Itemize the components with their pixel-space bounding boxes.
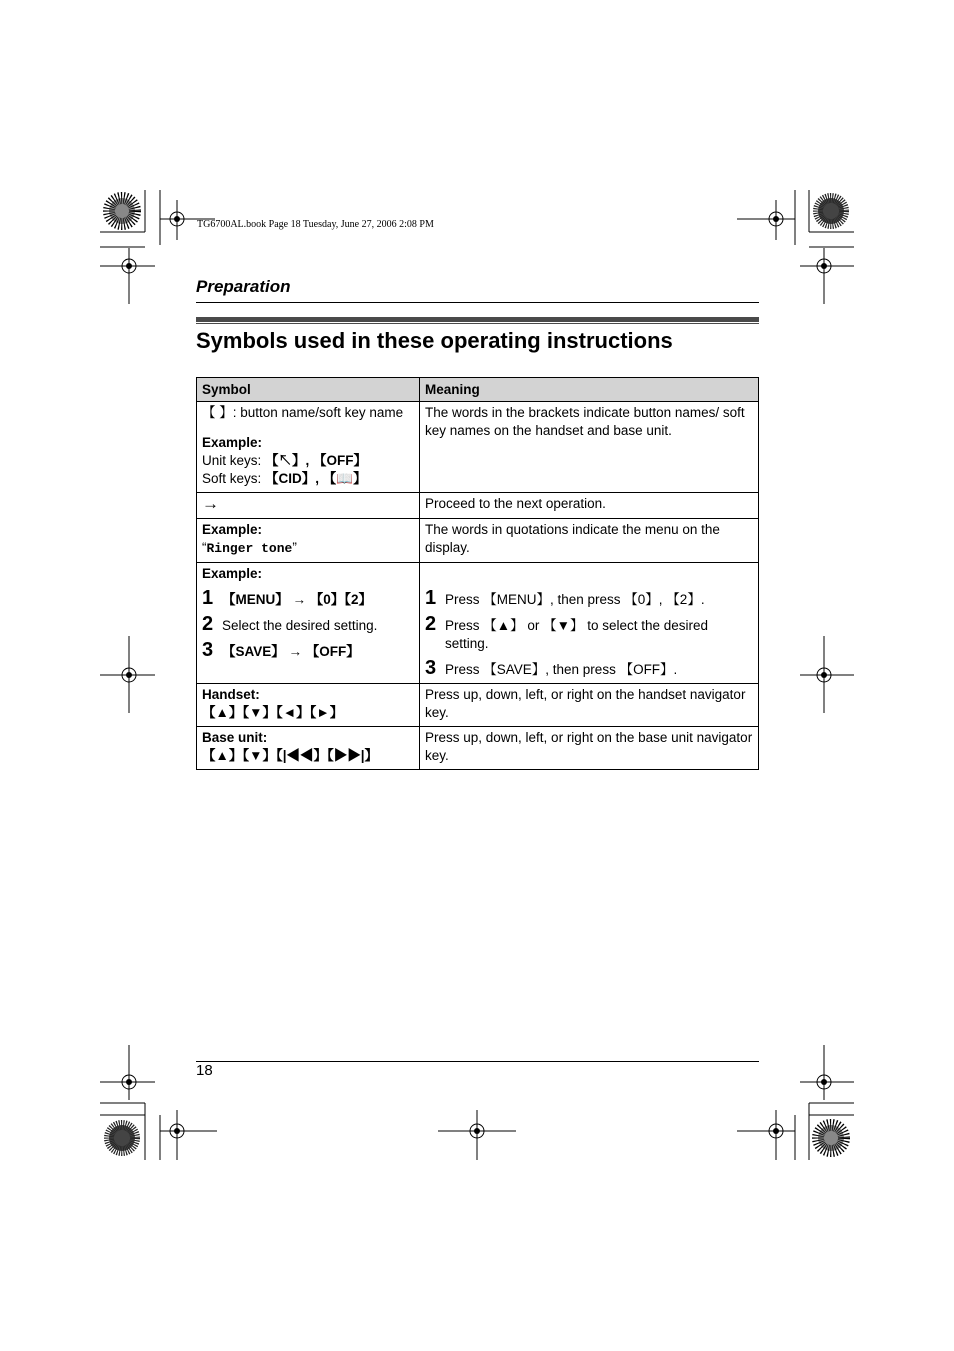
step-text: Select the desired setting. [222,618,378,633]
step-item [425,615,753,653]
meaning-cell: Press up, down, left, or right on the handset navigator key. [420,684,759,727]
title-rule-thick [196,317,759,322]
symbols-table [196,377,759,770]
meaning-cell [420,563,759,684]
crosshair-target [100,248,155,304]
step-item [425,659,753,679]
example-label: Example: [202,522,263,537]
quoted-menu-example [202,539,414,558]
quote-close: ” [292,540,297,555]
symbol-cell [197,563,420,684]
section-header: Preparation [196,277,291,296]
step-number: 2 [202,613,214,635]
starburst-target [818,1125,844,1151]
header-meaning: Meaning [420,378,759,402]
crosshair-target [160,1110,217,1160]
arrow-symbol: → [202,494,219,513]
page-title: Symbols used in these operating instructions [196,328,673,353]
step-text: 【SAVE】 → 【OFF】 [222,644,360,659]
header-rule [196,302,759,303]
step-text: 【MENU】 → 【0】【2】 [222,592,373,607]
crosshair-target [737,200,795,240]
unit-keys-label: Unit keys: [202,453,266,468]
table-row [197,563,759,684]
example-label: Example: [202,566,263,581]
step-text: Press 【▲】 or 【▼】 to select the desired setting. [445,618,709,651]
symbol-cell [197,519,420,563]
step-number: 3 [202,639,214,661]
step-item [425,589,753,609]
step-text: Press 【SAVE】, then press 【OFF】. [445,662,678,677]
step-number: 1 [425,587,437,609]
handset-navigator-keys: 【▲】【▼】【◄】【►】 [202,705,344,720]
meaning-cell: Proceed to the next operation. [420,493,759,519]
step-number: 1 [202,587,214,609]
crosshair-target [800,1045,854,1100]
symbol-cell [197,684,420,727]
halftone-target [109,1125,135,1151]
table-row [197,727,759,770]
crosshair-target [100,636,155,713]
soft-keys-line [202,470,414,488]
footer-rule [196,1061,759,1062]
starburst-target [109,198,135,224]
symbol-cell [197,727,420,770]
base-unit-navigator-keys: 【▲】【▼】【|◀◀】【▶▶|】 [202,748,379,763]
step-number: 2 [425,613,437,635]
crosshair-target [737,1110,795,1160]
symbol-cell [197,493,420,519]
table-row [197,684,759,727]
table-row [197,519,759,563]
header-symbol: Symbol [197,378,420,402]
menu-text: Ringer tone [206,541,293,556]
page-number: 18 [196,1062,213,1079]
table-row [197,493,759,519]
quote-open: “ [202,540,207,555]
table-header-row [197,378,759,402]
meaning-cell: The words in quotations indicate the menu on the display. [420,519,759,563]
step-text: Press 【MENU】, then press 【0】, 【2】. [445,592,705,607]
crosshair-target [800,248,854,304]
crosshair-target [438,1110,516,1160]
symbol-cell [197,402,420,493]
step-number: 3 [425,657,437,679]
halftone-target [818,198,844,224]
soft-keys-label: Soft keys: [202,471,266,486]
print-info-line: TG6700AL.book Page 18 Tuesday, June 27, 2006 2:08 PM [197,219,434,230]
meaning-cell: Press up, down, left, or right on the base unit navigator key. [420,727,759,770]
step-item [202,615,414,635]
table-row [197,402,759,493]
unit-keys-line [202,452,414,470]
meaning-cell: The words in the brackets indicate button names/ soft key names on the handset and base unit. [420,402,759,493]
bracket-description: 【 】: button name/soft key name [202,405,404,420]
crosshair-target [100,1045,155,1100]
title-rule-thin [196,323,759,324]
handset-label: Handset: [202,687,260,702]
step-item [202,641,414,661]
example-label: Example: [202,435,263,450]
base-unit-label: Base unit: [202,730,268,745]
crosshair-target [800,636,854,713]
step-item [202,589,414,609]
soft-keys-value: 【CID】, 【📖】 [265,471,367,486]
unit-keys-value: 【↖】, 【OFF】 [265,453,368,468]
